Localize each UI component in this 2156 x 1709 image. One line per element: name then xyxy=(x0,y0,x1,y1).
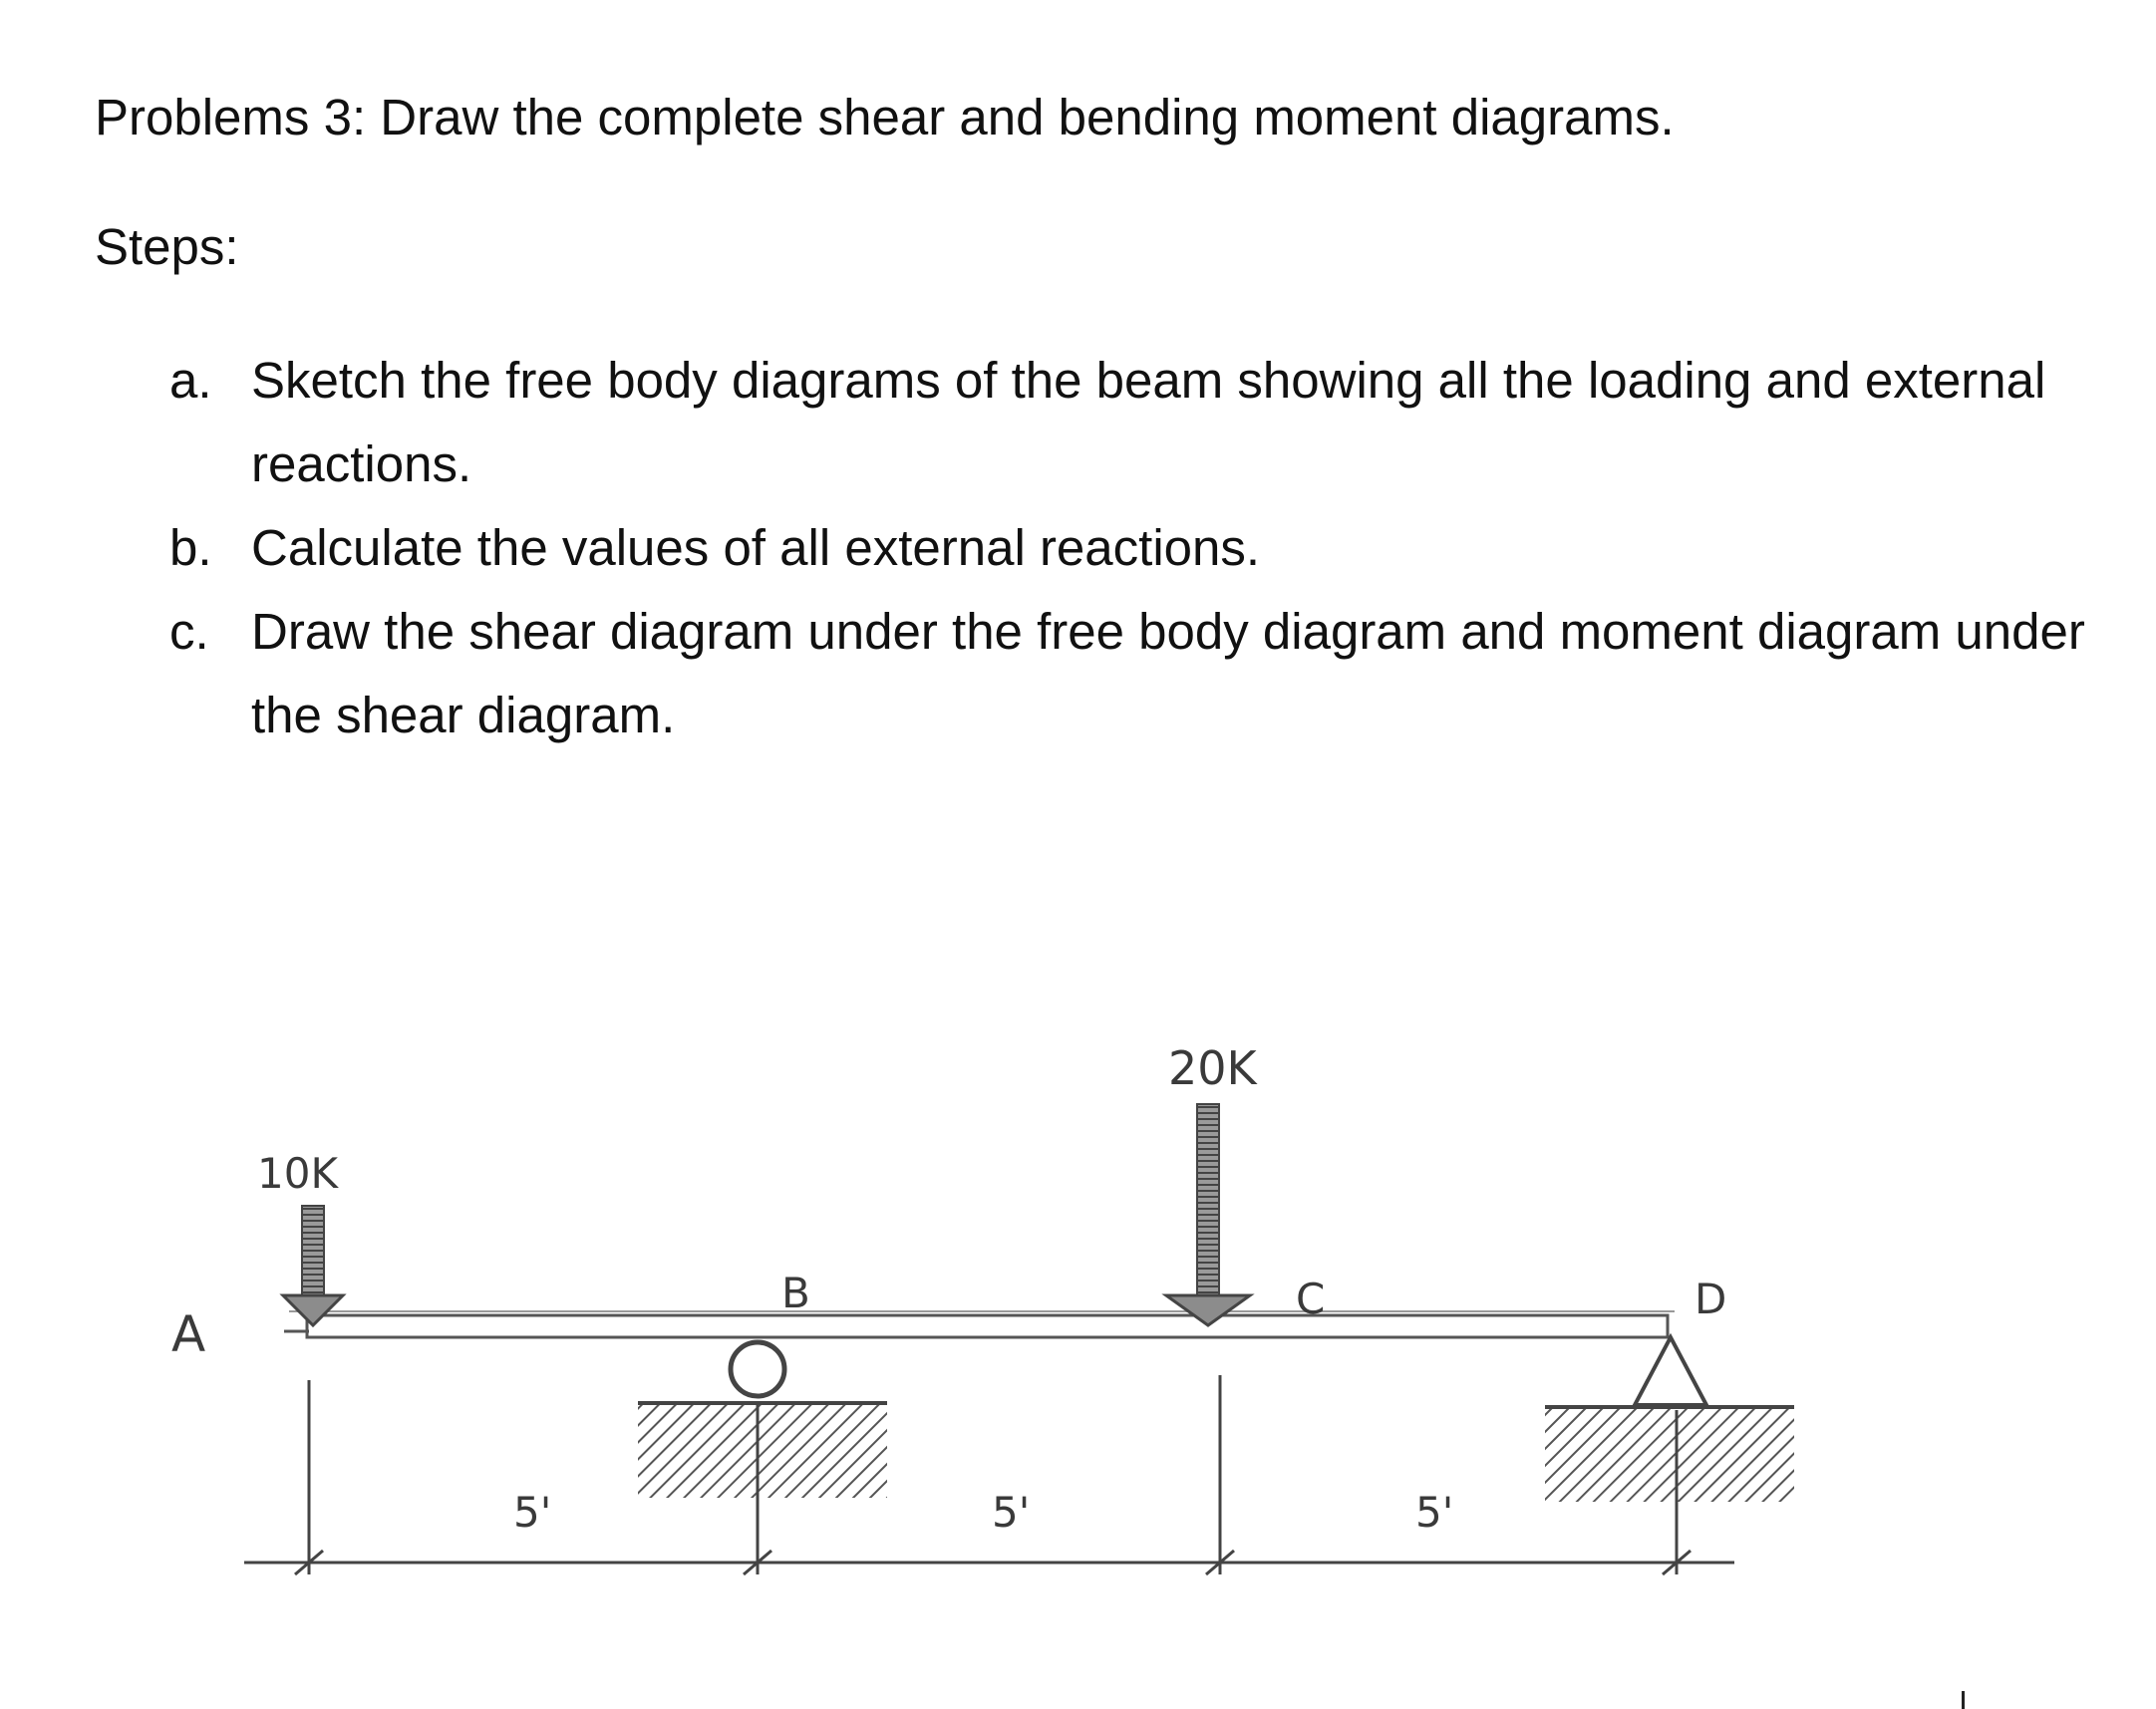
span-label-bc: 5' xyxy=(992,1488,1031,1537)
load-20k-arrow xyxy=(1166,1104,1250,1325)
point-label-c: C xyxy=(1296,1275,1326,1323)
text-cursor-mark xyxy=(1962,1691,1965,1709)
load-label-20k: 20K xyxy=(1168,1041,1257,1095)
step-item xyxy=(169,339,2123,506)
step-item xyxy=(169,506,2123,590)
step-text: Calculate the values of all external reactions. xyxy=(251,519,1261,576)
step-text: Draw the shear diagram under the free body diagram and moment diagram under the shear diagram. xyxy=(251,603,2085,743)
point-label-a: A xyxy=(171,1305,206,1363)
steps-list xyxy=(169,339,2123,757)
point-label-b: B xyxy=(781,1269,810,1317)
span-label-cd: 5' xyxy=(1415,1488,1454,1537)
step-item xyxy=(169,590,2123,757)
beam-diagram xyxy=(0,997,2156,1709)
step-marker: a. xyxy=(169,352,212,409)
step-marker: b. xyxy=(169,519,212,576)
pin-support-d xyxy=(1545,1337,1794,1502)
steps-heading: Steps: xyxy=(95,218,239,275)
span-label-ab: 5' xyxy=(513,1488,552,1537)
step-text: Sketch the free body diagrams of the beam showing all the loading and external reactions. xyxy=(251,352,2046,492)
roller-support-b xyxy=(638,1342,887,1498)
beam xyxy=(289,1311,1675,1337)
point-label-d: D xyxy=(1694,1275,1727,1323)
load-label-10k: 10K xyxy=(257,1149,338,1198)
load-10k-arrow xyxy=(283,1206,343,1325)
step-marker: c. xyxy=(169,603,209,660)
dimension-lines xyxy=(244,1375,1734,1574)
problem-title: Problems 3: Draw the complete shear and bending moment diagrams. xyxy=(95,89,1675,145)
